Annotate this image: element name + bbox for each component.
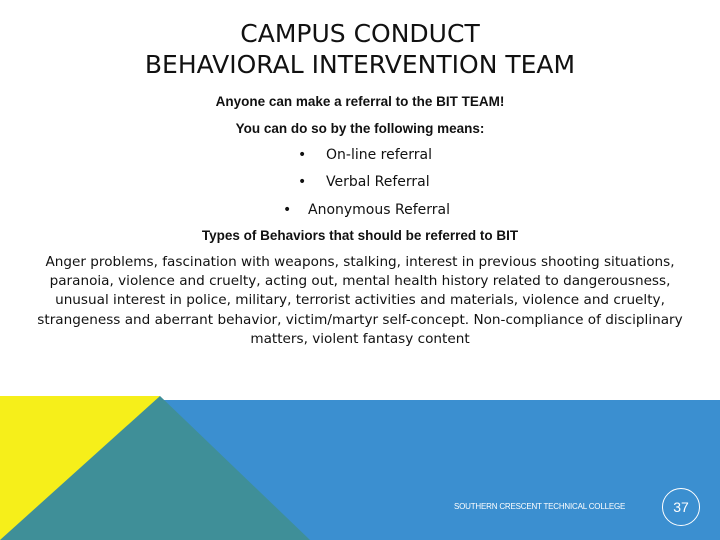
bullet-marker: •	[283, 202, 292, 218]
bullet-text: Anonymous Referral	[308, 202, 450, 218]
title-line-1: CAMPUS CONDUCT	[240, 19, 480, 48]
means-line: You can do so by the following means:	[235, 121, 485, 136]
page-number-badge	[662, 488, 700, 526]
bullet-marker: •	[298, 174, 307, 190]
behaviors-paragraph: Anger problems, fascination with weapons, stalking, interest in previous shooting situations, paranoia, violence and cruelty, acting out, mental health history related to dangerousness, unusual interest in police, military, terrorist activities and materials, violence and cruelty, strangeness and aberrant behavior, victim/martyr self-concept. Non-compliance of disciplinary matters, violent fantasy content	[37, 254, 683, 347]
footer-band	[0, 396, 720, 540]
page-number: 37	[673, 499, 689, 515]
top-gap	[160, 396, 720, 400]
referral-line: Anyone can make a referral to the BIT TEAM!	[215, 94, 505, 109]
slide-title	[0, 18, 720, 80]
bullet-text: On-line referral	[326, 147, 432, 163]
title-line-2: BEHAVIORAL INTERVENTION TEAM	[144, 50, 576, 79]
bullet-text: Verbal Referral	[326, 174, 430, 190]
college-name: SOUTHERN CRESCENT TECHNICAL COLLEGE	[454, 502, 626, 511]
bullet-marker: •	[298, 147, 307, 163]
types-heading: Types of Behaviors that should be referred to BIT	[201, 228, 519, 243]
